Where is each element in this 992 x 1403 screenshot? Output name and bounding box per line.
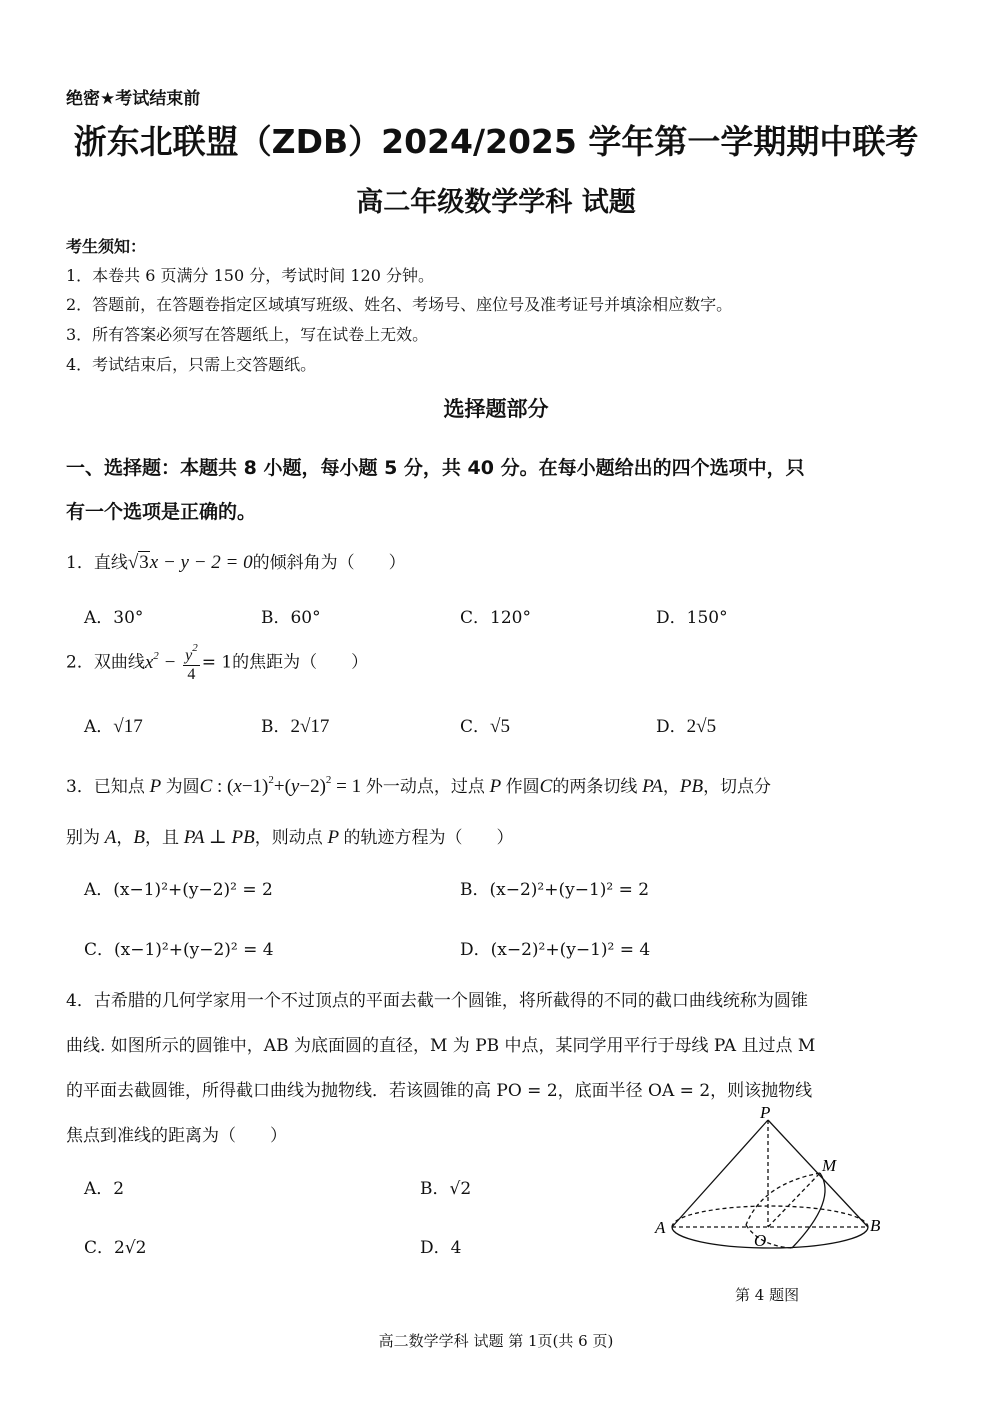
notice-item: 4．考试结束后，只需上交答题纸。 <box>66 355 317 374</box>
question-1: 1．直线√3x − y − 2 = 0的倾斜角为（ ） <box>66 552 406 573</box>
q4-option-c: C．2√2 <box>84 1238 147 1258</box>
question-2: 2．双曲线$x^2$ − $\frac{y^2}{4}$ = 1的焦距为（ ） <box>66 642 369 683</box>
q2-option-a: A．√17 <box>84 716 143 737</box>
notice-heading: 考生须知： <box>66 237 147 256</box>
q1-option-d: D．150° <box>656 608 728 628</box>
q2-prefix: 2．双曲线 <box>66 652 145 673</box>
question-3-line2: 别为 A，B，且 PA ⊥ PB，则动点 P 的轨迹方程为（ ） <box>66 827 514 848</box>
section-title: 选择题部分 <box>443 397 549 421</box>
q1-suffix: 的倾斜角为（ ） <box>252 553 406 573</box>
notice-item: 3．所有答案必须写在答题纸上，写在试卷上无效。 <box>66 325 429 344</box>
q4-option-a: A．2 <box>84 1179 125 1199</box>
question-4-line1: 4．古希腊的几何学家用一个不过顶点的平面去截一个圆锥，将所截得的不同的截口曲线统称为圆锥 <box>66 991 808 1011</box>
part-instructions: 一、选择题：本题共 8 小题，每小题 5 分，共 40 分。在每小题给出的四个选项中，只 <box>66 457 805 479</box>
question-4-line4: 焦点到准线的距离为（ ） <box>66 1126 287 1146</box>
label-o: O <box>754 1231 767 1250</box>
label-a: A <box>655 1218 666 1237</box>
cone-figure <box>652 1100 892 1260</box>
q3-option-b: B．(x−2)²+(y−1)² = 2 <box>460 880 650 900</box>
q1-option-a: A．30° <box>84 608 144 628</box>
question-4-line2: 曲线. 如图所示的圆锥中，AB 为底面圆的直径，M 为 PB 中点，某同学用平行于母线 PA 且过点 M <box>66 1036 816 1056</box>
notice-item: 1．本卷共 6 页满分 150 分，考试时间 120 分钟。 <box>66 266 434 285</box>
question-3-line1: 3．已知点 P 为圆C : $(x-1)^2+(y-2)^2 = 1$ 外一动点，过点 P 作圆C的两条切线 PA，PB，切点分 <box>66 774 772 797</box>
q3-option-a: A．(x−1)²+(y−2)² = 2 <box>84 880 273 900</box>
q3-option-c: C．(x−1)²+(y−2)² = 4 <box>84 940 274 960</box>
exam-subtitle: 高二年级数学学科 试题 <box>356 187 636 218</box>
exam-title: 浙东北联盟（ZDB）2024/2025 学年第一学期期中联考 <box>73 122 919 161</box>
q1-option-b: B．60° <box>261 608 321 628</box>
label-b: B <box>870 1216 881 1235</box>
q1-equation: x − y − 2 = 0 <box>149 552 253 573</box>
q2-suffix: = 1的焦距为（ ） <box>201 652 369 673</box>
q1-prefix: 1．直线 <box>66 553 128 573</box>
notice-item: 2．答题前，在答题卷指定区域填写班级、姓名、考场号、座位号及准考证号并填涂相应数字。 <box>66 295 733 314</box>
page-footer: 高二数学学科 试题 第 1页(共 6 页) <box>378 1332 614 1350</box>
q4-option-d: D．4 <box>420 1238 462 1258</box>
q4-option-b: B．√2 <box>420 1179 472 1199</box>
q3-option-d: D．(x−2)²+(y−1)² = 4 <box>460 940 651 960</box>
q2-option-c: C．√5 <box>460 716 510 737</box>
part-instructions-cont: 有一个选项是正确的。 <box>66 501 257 523</box>
label-m: M <box>822 1156 837 1175</box>
q1-option-c: C．120° <box>460 608 531 628</box>
q2-option-b: B．2√17 <box>261 716 330 737</box>
question-4-line3: 的平面去截圆锥，所得截口曲线为抛物线．若该圆锥的高 PO = 2，底面半径 OA = 2，则该抛物线 <box>66 1081 813 1101</box>
figure-caption: 第 4 题图 <box>735 1286 800 1304</box>
label-p: P <box>760 1103 771 1122</box>
q2-option-d: D．2√5 <box>656 716 717 737</box>
secret-label: 绝密★考试结束前 <box>66 89 201 109</box>
